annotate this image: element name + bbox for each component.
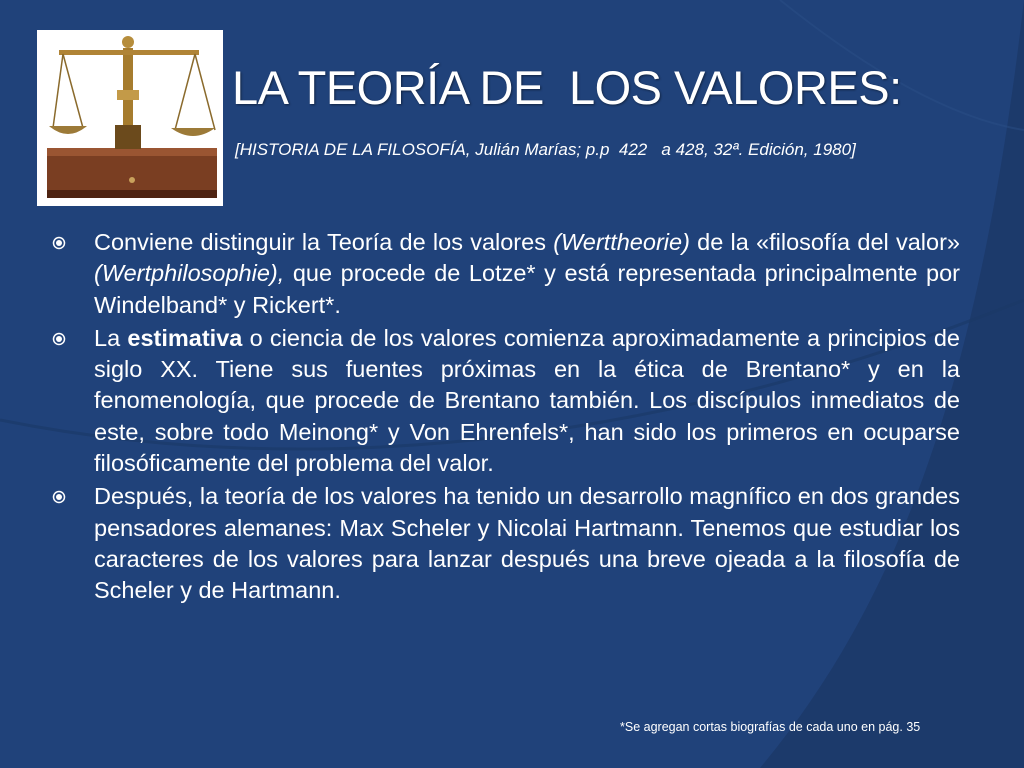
footnote: *Se agregan cortas biografías de cada uno en pág. 35: [620, 720, 921, 734]
bullet-text: La: [94, 324, 128, 351]
bullet-circle-icon: [52, 490, 66, 504]
bullet-circle-icon: [52, 236, 66, 250]
bullet-text: o ciencia de los valores comienza aproximadamente a principios de siglo XX. Tiene sus fuentes próximas en la ética de Brentano* y en la fenomenología, que procede de Brentano también. Los discípulos inmediatos de este, sobre todo Meinong* y Von Ehrenfels*, han sido los primeros en ocuparse filosóficamente del problema del valor.: [94, 324, 960, 477]
bullet-text: de la «filosofía del valor»: [689, 229, 960, 255]
bullet-item: [52, 323, 960, 479]
bullet-text: Después, la teoría de los valores ha tenido un desarrollo magnífico en dos grandes pensadores alemanes: Max Scheler y Nicolai Hartmann. Tenemos que estudiar los caracteres de los valores para lanzar después una breve ojeada a la filosofía de Scheler y de Hartmann.: [94, 483, 960, 604]
bullet-text-italic: (Werttheorie): [553, 229, 690, 255]
slide-title: LA TEORÍA DE LOS VALORES:: [232, 61, 902, 114]
bullet-text: Conviene distinguir la Teoría de los valores: [94, 229, 554, 255]
balance-scale-image: [37, 30, 223, 206]
bullet-text-bold: estimativa: [127, 324, 243, 351]
bullet-circle-icon: [52, 332, 66, 346]
bullet-list: [52, 227, 960, 609]
slide-subtitle-citation: [HISTORIA DE LA FILOSOFÍA, Julián Marías; p.p 422 a 428, 32ª. Edición, 1980]: [235, 140, 856, 159]
balance-scale-icon: [37, 30, 223, 206]
bullet-text: que procede de Lotze* y está representada principalmente por Windelband* y Rickert*.: [94, 260, 960, 318]
bullet-item: [52, 227, 960, 321]
bullet-text-italic: (Wertphilosophie),: [94, 260, 285, 287]
bullet-item: [52, 481, 960, 606]
